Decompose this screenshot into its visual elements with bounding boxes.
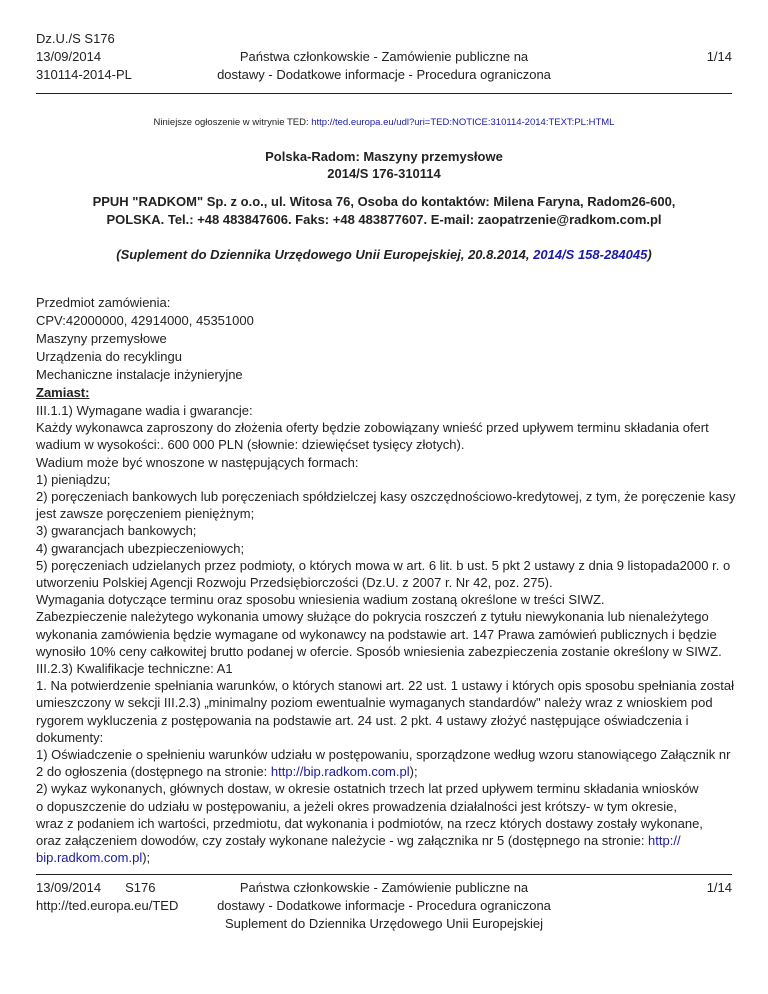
list-item-text: 2) wykaz wykonanych, głównych dostaw, w okresie ostatnich trzech lat przed upływem terminu składania wniosków (36, 781, 699, 797)
list-item-text: 1) Oświadczenie o spełnieniu warunków udziału w postępowaniu, sporządzone według wzoru stanowiącego Załącznik nr 2 do ogłoszenia (dostępnego na stronie: (36, 747, 731, 780)
cpv-codes: CPV:42000000, 42914000, 45351000 (36, 313, 254, 328)
footer-description (36, 879, 732, 933)
page-title (36, 148, 732, 182)
footer-code: S176 (125, 880, 156, 895)
ted-notice (36, 117, 732, 128)
list-item-text: ); (142, 850, 151, 866)
contact-line: POLSKA. Tel.: +48 483847606. Faks: +48 483877607. E-mail: zaopatrzenie@radkom.com.pl (106, 212, 662, 227)
footer-line: Suplement do Dziennika Urzędowego Unii Europejskiej (225, 916, 543, 931)
list-item: 4) gwarancjach ubezpieczeniowych; (36, 540, 245, 556)
list-item (36, 780, 740, 866)
bip-link[interactable]: http://bip.radkom.com.pl (270, 764, 410, 780)
subject-line: Przedmiot zamówienia: (36, 295, 171, 310)
notice-number: 310114-2014-PL (36, 67, 132, 82)
contracting-authority (36, 193, 732, 229)
list-item (36, 746, 740, 780)
header-page-number: 1/14 (706, 49, 732, 64)
list-item-text: oraz załączeniem dowodów, czy zostały wykonane należycie - wg załącznika nr 5 (dostępnego na stronie: (36, 833, 649, 849)
subject-line: Mechaniczne instalacje inżynieryjne (36, 367, 243, 382)
list-item-text: ); (409, 764, 418, 780)
list-item-text: o dopuszczenie do udziału w postępowaniu, a jeżeli okres prowadzenia działalności jest krótszy- w tym okresie, (36, 798, 677, 814)
list-item: 1) pieniądzu; (36, 471, 111, 487)
contract-subject (36, 294, 732, 402)
section-heading: III.1.1) Wymagane wadia i gwarancje: (36, 403, 253, 418)
title-line: Polska-Radom: Maszyny przemysłowe (265, 149, 503, 164)
list-item: 3) gwarancjach bankowych; (36, 523, 197, 539)
publication-date: 13/09/2014 (36, 49, 102, 64)
footer-date: 13/09/2014 (36, 880, 102, 895)
notice-body (36, 402, 740, 866)
paragraph: 1. Na potwierdzenie spełniania warunków, o których stanowi art. 22 ust. 1 ustawy i których opis sposobu spełniania został umieszczony w sekcji III.2.3) „minimalny poziom ewentualnie wymaganych standardów" należy wraz z wnioskiem pod rygorem wykluczenia z postępowania na podstawie art. 24 ust. 2 pkt. 4 ustawy złożyć następujące oświadczenia i dokumenty: (36, 678, 735, 745)
footer-url: http://ted.europa.eu/TED (36, 898, 179, 913)
title-notice-id: 2014/S 176-310114 (327, 166, 441, 181)
page-footer (36, 879, 732, 939)
contact-line: PPUH "RADKOM" Sp. z o.o., ul. Witosa 76, Osoba do kontaktów: Milena Faryna, Radom26-600, (92, 194, 676, 209)
supplement-link[interactable]: 2014/S 158-284045 (533, 247, 648, 262)
list-item: 5) poręczeniach udzielanych przez podmioty, o których mowa w art. 6 lit. b ust. 5 pkt 2 ustawy z dnia 9 listopada2000 r. o utworzeniu Polskiej Agencji Rozwoju Przedsiębiorczości (Dz.U. z 2007 r. Nr 42, poz. 275). (36, 557, 731, 591)
supplement-close: ) (647, 247, 652, 262)
footer-divider (36, 874, 732, 875)
header-description-line: Państwa członkowskie - Zamówienie publiczne na (239, 49, 529, 64)
supplement-text: (Suplement do Dziennika Urzędowego Unii Europejskiej, 20.8.2014, (116, 247, 534, 262)
section-heading: III.2.3) Kwalifikacje techniczne: A1 (36, 661, 233, 677)
subject-line: Urządzenia do recyklingu (36, 349, 182, 364)
journal-number: Dz.U./S S176 (36, 31, 115, 46)
bip-link-part[interactable]: http:// (648, 833, 681, 849)
page-header (36, 30, 732, 86)
list-item-text: wraz z podaniem ich wartości, przedmiotu, dat wykonania i podmiotów, na rzecz których dostawy zostały wykonane, (36, 815, 703, 831)
bip-link-part[interactable]: bip.radkom.com.pl (36, 850, 143, 866)
footer-page-number: 1/14 (706, 880, 732, 895)
paragraph: Zabezpieczenie należytego wykonania umowy służące do pokrycia roszczeń z tytułu niewykonania lub nienależytego wykonania zamówienia będzie wymagane od wykonawcy na podstawie art. 147 Prawa zamówień publicznych i będzie wynosiło 10% ceny całkowitej brutto podanej w ofercie. Sposób wniesienia zabezpieczenia zostanie określony w SIWZ. (36, 609, 722, 659)
header-divider (36, 93, 732, 94)
ted-notice-link[interactable]: http://ted.europa.eu/udl?uri=TED:NOTICE:310114-2014:TEXT:PL:HTML (311, 117, 615, 128)
paragraph: Wadium może być wnoszone w następujących formach: (36, 454, 359, 470)
header-description-line: dostawy - Dodatkowe informacje - Procedura ograniczona (217, 67, 551, 82)
list-item: 2) poręczeniach bankowych lub poręczeniach spółdzielczej kasy oszczędnościowo-kredytowej, z tym, że poręczenie kasy jest zawsze poręczeniem pieniężnym; (36, 489, 736, 522)
ted-notice-label: Niniejsze ogłoszenie w witrynie TED: (153, 117, 312, 128)
paragraph: Każdy wykonawca zaproszony do złożenia oferty będzie zobowiązany wnieść przed upływem terminu składania ofert wadium w wysokości:. 600 000 PLN (słownie: dziewięćset tysięcy złotych). (36, 420, 709, 453)
footer-line: dostawy - Dodatkowe informacje - Procedura ograniczona (217, 898, 551, 913)
subject-line: Maszyny przemysłowe (36, 331, 167, 346)
footer-line: Państwa członkowskie - Zamówienie publiczne na (239, 880, 529, 895)
instead-heading: Zamiast: (36, 385, 90, 400)
supplement-reference (36, 247, 732, 262)
header-description (36, 48, 732, 84)
paragraph: Wymagania dotyczące terminu oraz sposobu wniesienia wadium zostaną określone w treści SIWZ. (36, 592, 605, 608)
